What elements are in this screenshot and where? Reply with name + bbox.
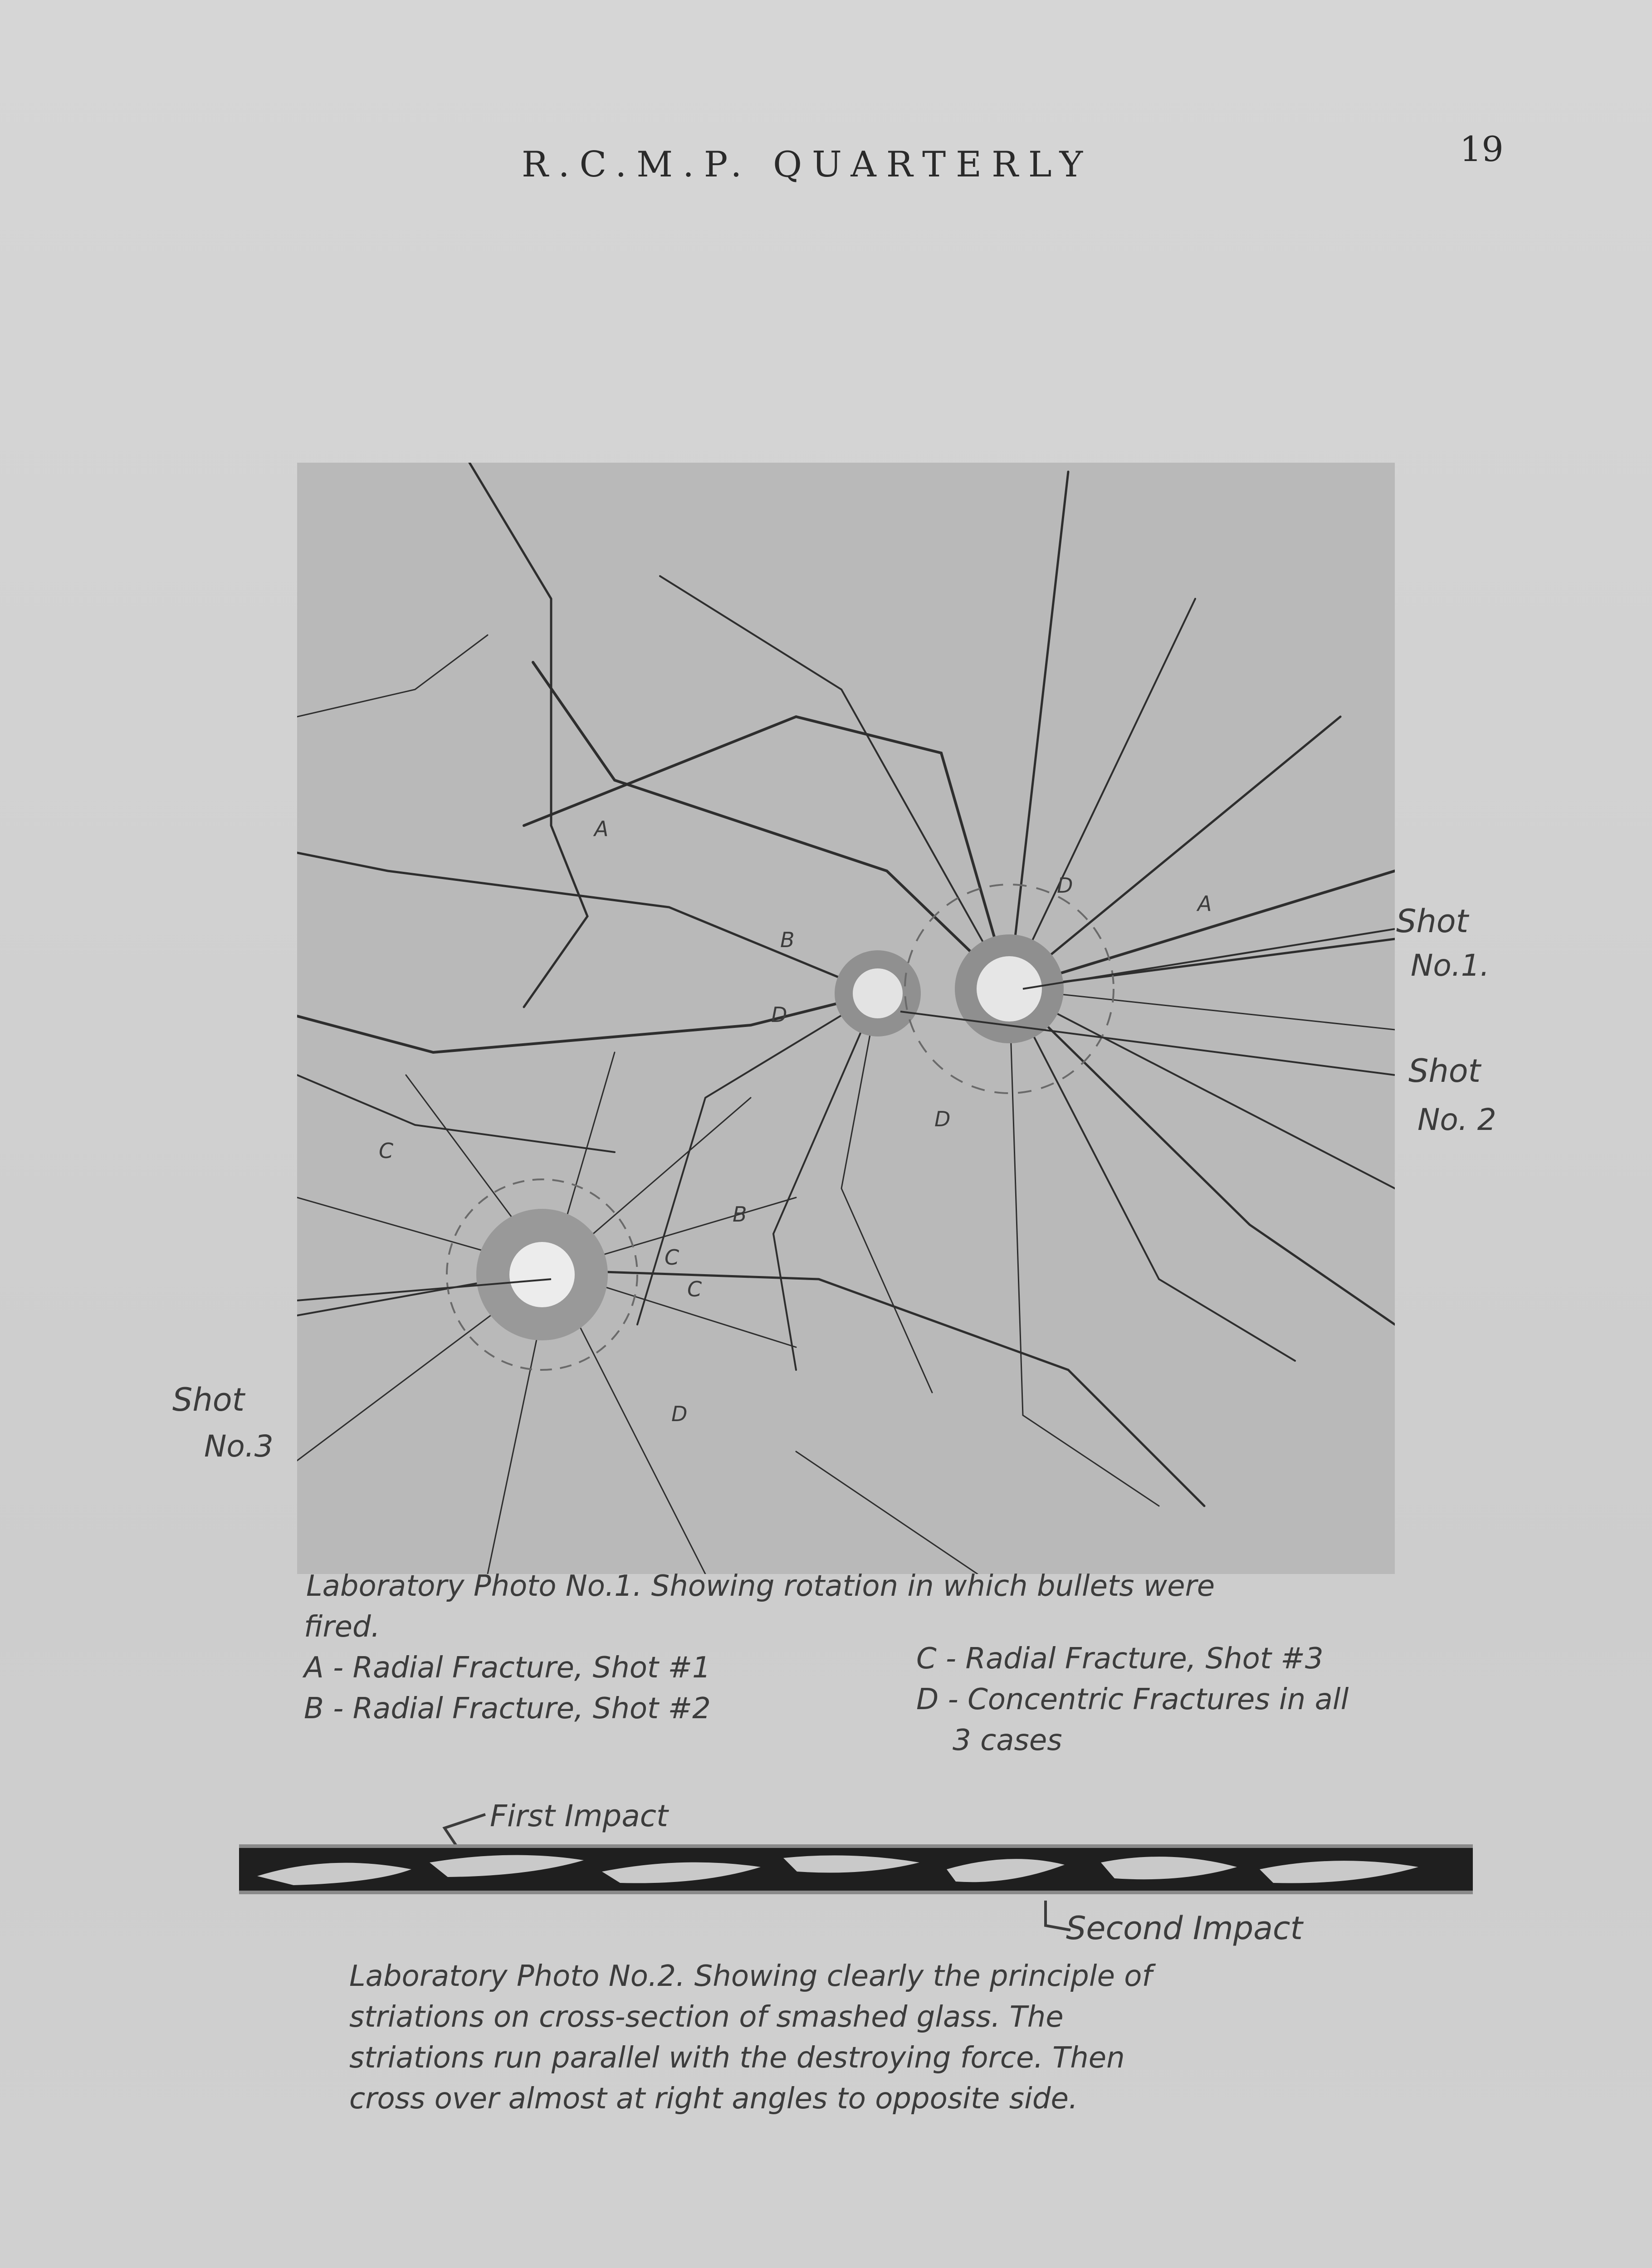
shot-2-label-line2: No. 2 — [1417, 1102, 1496, 1137]
legend-d-line2: 3 cases — [953, 1724, 1062, 1757]
shot-3-label-line2: No.3 — [204, 1429, 274, 1464]
photo-2-caption-line3: striations run parallel with the destroying force. Then — [349, 2041, 1125, 2075]
running-header: R.C.M.P. QUARTERLY — [522, 144, 1093, 185]
legend-a: A - Radial Fracture, Shot #1 — [304, 1651, 711, 1685]
second-impact-label: Second Impact — [1066, 1910, 1303, 1947]
fracture-label-d: D — [934, 1107, 951, 1131]
page-number: 19 — [1460, 129, 1504, 169]
fracture-label-d: D — [771, 1002, 787, 1027]
photo-2-caption-line2: striations on cross-section of smashed glass. The — [349, 2000, 1064, 2034]
fracture-label-b: B — [780, 928, 795, 952]
fracture-label-a: A — [594, 816, 609, 841]
fracture-label-d: D — [1057, 873, 1073, 898]
shot-1-label-line2: No.1. — [1411, 948, 1490, 983]
glass-cross-section-image — [239, 1844, 1473, 1894]
fracture-label-b: B — [733, 1202, 747, 1227]
fracture-label-d: D — [671, 1402, 688, 1426]
fracture-label-c: C — [379, 1139, 394, 1163]
photo-2-caption-line1: Laboratory Photo No.2. Showing clearly the principle of — [349, 1960, 1152, 1993]
photo-1-caption-line1: Laboratory Photo No.1. Showing rotation in which bullets were — [306, 1569, 1215, 1603]
photo-2-caption-line4: cross over almost at right angles to opposite side. — [349, 2082, 1078, 2116]
shot-3-label-line1: Shot — [172, 1381, 245, 1418]
laboratory-photo-1 — [297, 463, 1395, 1574]
photo-1-caption-line2: fired. — [304, 1610, 380, 1644]
shot-1-label-line1: Shot — [1396, 903, 1469, 940]
legend-d-line1: D - Concentric Fractures in all — [916, 1683, 1349, 1716]
shot-2-label-line1: Shot — [1408, 1052, 1481, 1090]
legend-c: C - Radial Fracture, Shot #3 — [916, 1642, 1324, 1676]
fracture-label-a: A — [1197, 891, 1212, 916]
fracture-label-c: C — [665, 1245, 679, 1270]
legend-b: B - Radial Fracture, Shot #2 — [304, 1692, 711, 1725]
laboratory-photo-2 — [239, 1844, 1473, 1894]
first-impact-label: First Impact — [490, 1799, 668, 1833]
shattered-glass-image — [297, 463, 1395, 1574]
fracture-label-c: C — [687, 1277, 702, 1301]
